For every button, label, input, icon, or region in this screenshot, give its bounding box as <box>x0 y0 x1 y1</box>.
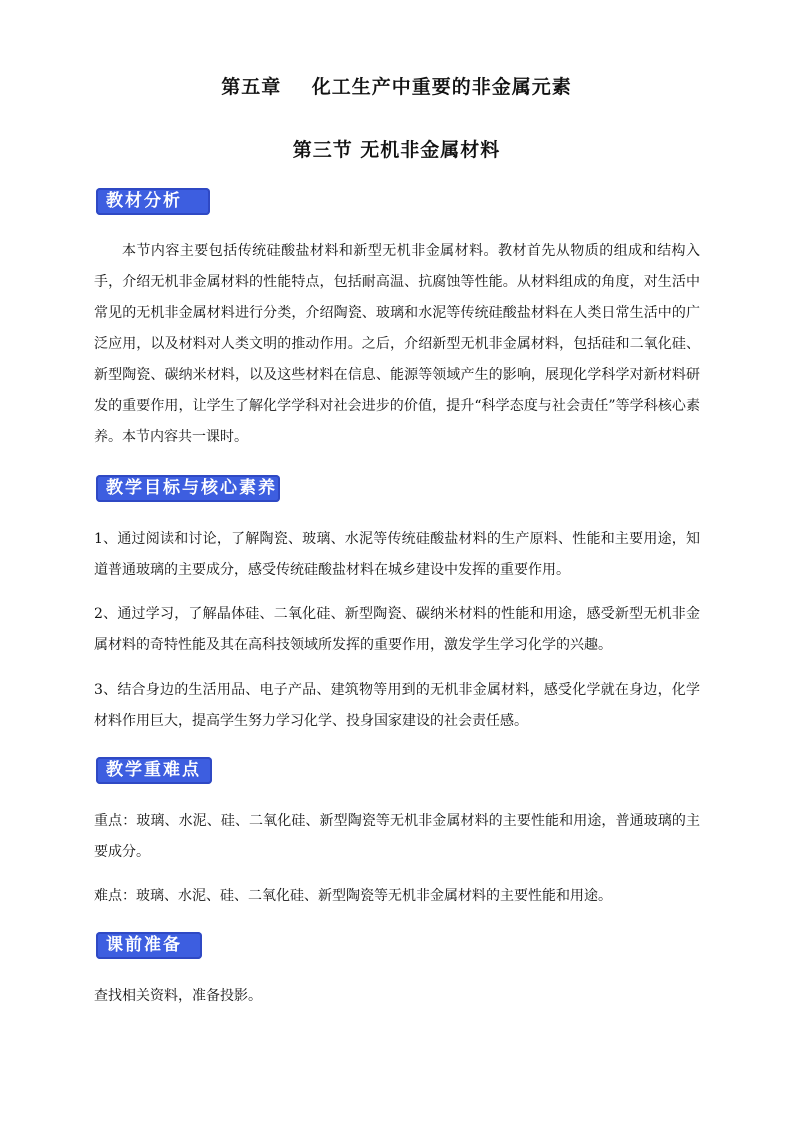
analysis-paragraph: 本节内容主要包括传统硅酸盐材料和新型无机非金属材料。教材首先从物质的组成和结构入手，介绍无机非金属材料的性能特点，包括耐高温、抗腐蚀等性能。从材料组成的角度，对生活中常见的无机非金属材料进行分类，介绍陶瓷、玻璃和水泥等传统硅酸盐材料在人类日常生活中的广泛应用，以及材料对人类文明的推动作用。之后，介绍新型无机非金属材料，包括硅和二氧化硅、新型陶瓷、碳纳米材料，以及这些材料在信息、能源等领域产生的影响，展现化学科学对新材料研发的重要作用，让学生了解化学学科对社会进步的价值，提升“科学态度与社会责任”等学科核心素养。本节内容共一课时。 <box>94 243 700 445</box>
preparation-heading-badge: 课前准备 <box>96 932 202 959</box>
goals-heading-badge: 教学目标与核心素养 <box>96 475 280 502</box>
analysis-heading-badge: 教材分析 <box>96 188 210 215</box>
section-title: 第三节 无机非金属材料 <box>292 139 501 161</box>
difficult-point-text: 难点：玻璃、水泥、硅、二氧化硅、新型陶瓷等无机非金属材料的主要性能和用途。 <box>94 888 612 904</box>
preparation-text: 查找相关资料，准备投影。 <box>94 988 262 1004</box>
chapter-title: 第五章 化工生产中重要的非金属元素 <box>221 76 572 98</box>
key-points-heading-badge: 教学重难点 <box>96 757 212 784</box>
key-point-text: 重点：玻璃、水泥、硅、二氧化硅、新型陶瓷等无机非金属材料的主要性能和用途，普通玻璃的主要成分。 <box>94 813 700 860</box>
goal-item-3: 3、结合身边的生活用品、电子产品、建筑物等用到的无机非金属材料，感受化学就在身边，化学材料作用巨大，提高学生努力学习化学、投身国家建设的社会责任感。 <box>94 682 700 729</box>
goal-item-2: 2、通过学习，了解晶体硅、二氧化硅、新型陶瓷、碳纳米材料的性能和用途，感受新型无机非金属材料的奇特性能及其在高科技领域所发挥的重要作用，激发学生学习化学的兴趣。 <box>94 606 700 653</box>
goal-item-1: 1、通过阅读和讨论，了解陶瓷、玻璃、水泥等传统硅酸盐材料的生产原料、性能和主要用途，知道普通玻璃的主要成分，感受传统硅酸盐材料在城乡建设中发挥的重要作用。 <box>94 531 700 578</box>
